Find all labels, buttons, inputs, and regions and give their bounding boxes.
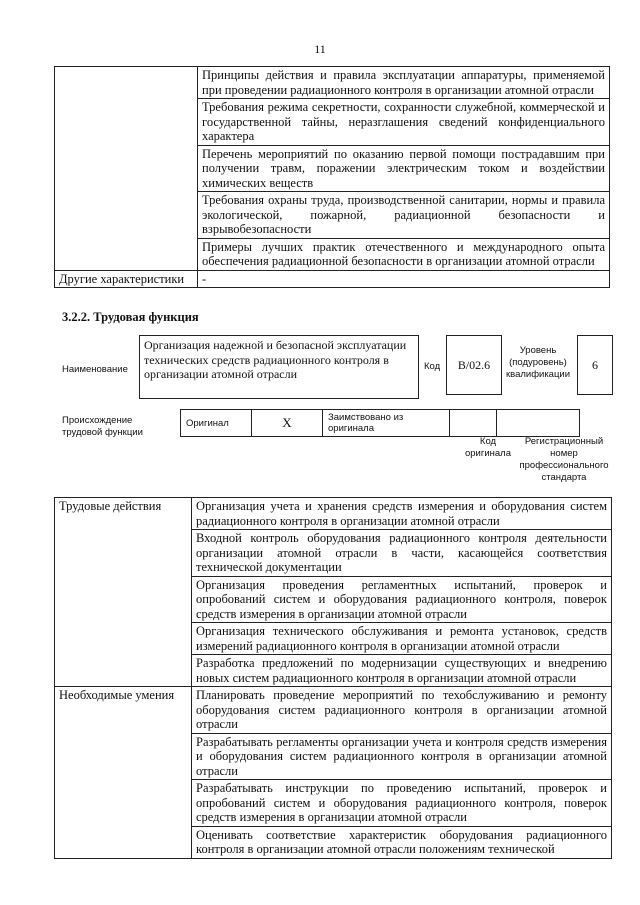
table-cell: Планировать проведение мероприятий по техобслуживанию и ремонту оборудования систем радиационного контроля в организации атомной отрасли [192, 687, 612, 734]
actions-skills-table [54, 497, 612, 859]
name-label: Наименование [62, 364, 128, 375]
table-row [55, 270, 610, 288]
original-mark: X [282, 415, 292, 430]
reg-caption: Регистрационный номер профессионального стандарта [519, 436, 609, 483]
table-cell: Организация учета и хранения средств измерения и оборудования систем радиационного контроля в организации атомной отрасли [192, 498, 612, 530]
level-label: Уровень (подуровень) квалификации [505, 345, 571, 380]
knowledge-table [54, 66, 610, 288]
original-code-cell [450, 410, 497, 437]
section-title: 3.2.2. Трудовая функция [62, 310, 199, 324]
level-value: 6 [592, 357, 598, 372]
table-cell: Организация проведения регламентных испытаний, проверок и опробований систем и оборудования радиационного контроля, поверок средств измерения в организации атомной отрасли [192, 576, 612, 623]
borrowed-cell [323, 410, 450, 437]
table-cell: Организация технического обслуживания и ремонта установок, средств измерений радиационного контроля в организации атомной отрасли [192, 623, 612, 655]
table-cell: Оценивать соответствие характеристик оборудования радиационного контроля в организации атомной отрасли положениям технической [192, 826, 612, 858]
skills-label: Необходимые умения [55, 687, 192, 859]
reg-number-cell [497, 410, 580, 437]
page-number: 11 [314, 42, 326, 56]
code-value: B/02.6 [457, 357, 491, 372]
table-cell: Перечень мероприятий по оказанию первой помощи пострадавшим при получении травм, поражении электрическим током и воздействии химических веществ [198, 145, 610, 192]
original-label: Оригинал [186, 417, 229, 429]
function-name-box [139, 335, 419, 399]
original-cell [181, 410, 252, 437]
table-cell: Требования охраны труда, производственной санитарии, нормы и правила экологической, пожарной, радиационной безопасности и взрывобезопасности [198, 192, 610, 239]
table-row [55, 687, 612, 734]
table-cell: Разрабатывать регламенты организации учета и контроля средств измерения и оборудования систем радиационного контроля в организации атомной отрасли [192, 733, 612, 780]
code-box [446, 335, 502, 395]
table-row [55, 67, 610, 99]
other-characteristics-value: - [198, 270, 610, 288]
table-cell: Требования режима секретности, сохранности служебной, коммерческой и государственной тайны, неразглашения сведений конфиденциального характера [198, 99, 610, 146]
borrowed-label: Заимствовано из оригинала [328, 412, 404, 434]
table-cell: Входной контроль оборудования радиационного контроля деятельности организации атомной отрасли в части, касающейся соответствия технической документации [192, 530, 612, 577]
code-label: Код [424, 361, 441, 372]
empty-label-cell [55, 67, 198, 271]
table-row [181, 410, 580, 437]
actions-label: Трудовые действия [55, 498, 192, 687]
table-cell: Разработка предложений по модернизации существующих и внедрению новых систем радиационного контроля в организации атомной отрасли [192, 655, 612, 687]
function-name-value: Организация надежной и безопасной эксплуатации технических средств радиационного контроля в организации атомной отрасли [144, 338, 407, 381]
origin-table [180, 409, 580, 437]
table-cell: Принципы действия и правила эксплуатации аппаратуры, применяемой при проведении радиационного контроля в организации атомной отрасли [198, 67, 610, 99]
table-row [55, 498, 612, 530]
table-cell: Примеры лучших практик отечественного и международного опыта обеспечения радиационной безопасности в организации атомной отрасли [198, 238, 610, 270]
table-cell: Разрабатывать инструкции по проведению испытаний, проверок и опробований систем и оборудования радиационного контроля, поверок средств измерения в организации атомной отрасли [192, 780, 612, 827]
code-caption: Код оригинала [464, 436, 511, 459]
original-mark-cell [252, 410, 323, 437]
other-characteristics-label: Другие характеристики [55, 270, 198, 288]
origin-label: Происхождение трудовой функции [62, 415, 143, 438]
level-box [577, 335, 613, 395]
